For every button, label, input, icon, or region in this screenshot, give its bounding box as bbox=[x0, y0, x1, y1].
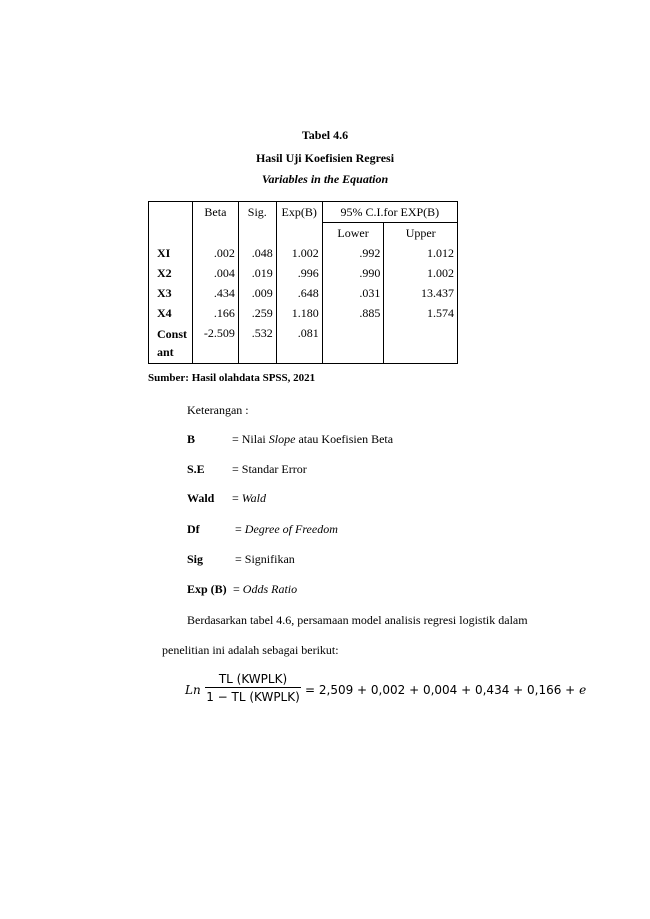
header-exp-b: Exp(B) bbox=[276, 202, 322, 223]
cell-sig: .532 bbox=[238, 323, 276, 364]
cell-beta: .434 bbox=[192, 283, 238, 303]
header-empty-cell bbox=[149, 202, 193, 223]
cell-upper: 13.437 bbox=[421, 285, 454, 300]
keterangan-term: B bbox=[187, 432, 196, 446]
header-lower: Lower bbox=[322, 223, 384, 244]
paragraph-line-1: Berdasarkan tabel 4.6, persamaan model analisis regresi logistik dalam bbox=[187, 613, 528, 627]
keterangan-term: Sig bbox=[187, 552, 204, 566]
cell-exp-b: 1.180 bbox=[276, 303, 322, 323]
paragraph-line-2: penelitian ini adalah sebagai berikut: bbox=[162, 643, 339, 657]
cell-upper bbox=[384, 323, 458, 364]
keterangan-title: Keterangan : bbox=[187, 403, 249, 417]
cell-lower: .885 bbox=[322, 303, 384, 323]
cell-sig: .019 bbox=[238, 263, 276, 283]
keterangan-definition: = Odds Ratio bbox=[233, 582, 298, 596]
cell-lower: .990 bbox=[322, 263, 384, 283]
keterangan-definition: = Signifikan bbox=[235, 552, 295, 566]
equation-rhs: = 2,509 + 0,002 + 0,004 + 0,434 + 0,166 + e bbox=[305, 683, 587, 697]
keterangan-term: Df bbox=[187, 522, 200, 536]
cell-exp-b: 1.002 bbox=[276, 243, 322, 263]
cell-exp-b: .648 bbox=[276, 283, 322, 303]
cell-lower bbox=[322, 323, 384, 364]
row-label: X3 bbox=[149, 283, 193, 303]
header-upper: Upper bbox=[405, 225, 436, 240]
keterangan-definition: = Wald bbox=[232, 491, 267, 505]
row-label-line1: Const bbox=[157, 327, 188, 341]
keterangan-term: Exp (B) bbox=[187, 582, 227, 596]
row-label: XI bbox=[149, 243, 193, 263]
table-row bbox=[149, 303, 458, 323]
equation-e: e bbox=[579, 683, 587, 697]
table-subtitle: Variables in the Equation bbox=[261, 172, 389, 186]
cell-sig: .048 bbox=[238, 243, 276, 263]
table-header-row bbox=[149, 202, 458, 223]
cell-beta: .002 bbox=[192, 243, 238, 263]
cell-sig: .259 bbox=[238, 303, 276, 323]
row-label: X2 bbox=[149, 263, 193, 283]
regression-equation bbox=[185, 672, 585, 708]
regression-table bbox=[148, 201, 458, 364]
keterangan-term: S.E bbox=[187, 462, 205, 476]
equation-ln: Ln bbox=[185, 683, 201, 697]
table-number: Tabel 4.6 bbox=[301, 128, 349, 142]
cell-beta: -2.509 bbox=[192, 323, 238, 364]
equation-denominator: 1 − TL (KWPLK) bbox=[206, 690, 300, 704]
cell-lower: .031 bbox=[322, 283, 384, 303]
equation-numerator: TL (KWPLK) bbox=[205, 672, 301, 688]
cell-upper: 1.002 bbox=[427, 265, 454, 280]
cell-sig: .009 bbox=[238, 283, 276, 303]
header-beta: Beta bbox=[192, 202, 238, 223]
equation-fraction bbox=[205, 672, 301, 704]
table-title: Hasil Uji Koefisien Regresi bbox=[255, 151, 395, 165]
keterangan-definition: = Degree of Freedom bbox=[235, 522, 338, 536]
cell-exp-b: .996 bbox=[276, 263, 322, 283]
row-label-constant bbox=[149, 323, 193, 364]
table-row bbox=[149, 243, 458, 263]
keterangan-definition: = Standar Error bbox=[232, 462, 307, 476]
cell-exp-b: .081 bbox=[276, 323, 322, 364]
cell-lower: .992 bbox=[322, 243, 384, 263]
table-row bbox=[149, 323, 458, 364]
table-subheader-row bbox=[149, 223, 458, 244]
header-ci: 95% C.I.for EXP(B) bbox=[322, 202, 457, 223]
table-row bbox=[149, 283, 458, 303]
cell-beta: .166 bbox=[192, 303, 238, 323]
cell-upper: 1.574 bbox=[427, 305, 454, 320]
row-label-line2: ant bbox=[157, 345, 174, 359]
cell-upper: 1.012 bbox=[427, 245, 454, 260]
table-source: Sumber: Hasil olahdata SPSS, 2021 bbox=[148, 372, 316, 384]
cell-beta: .004 bbox=[192, 263, 238, 283]
keterangan-definition: = Nilai Slope atau Koefisien Beta bbox=[232, 432, 394, 446]
row-label: X4 bbox=[149, 303, 193, 323]
table-row bbox=[149, 263, 458, 283]
header-sig: Sig. bbox=[238, 202, 276, 223]
keterangan-term: Wald bbox=[187, 491, 215, 505]
